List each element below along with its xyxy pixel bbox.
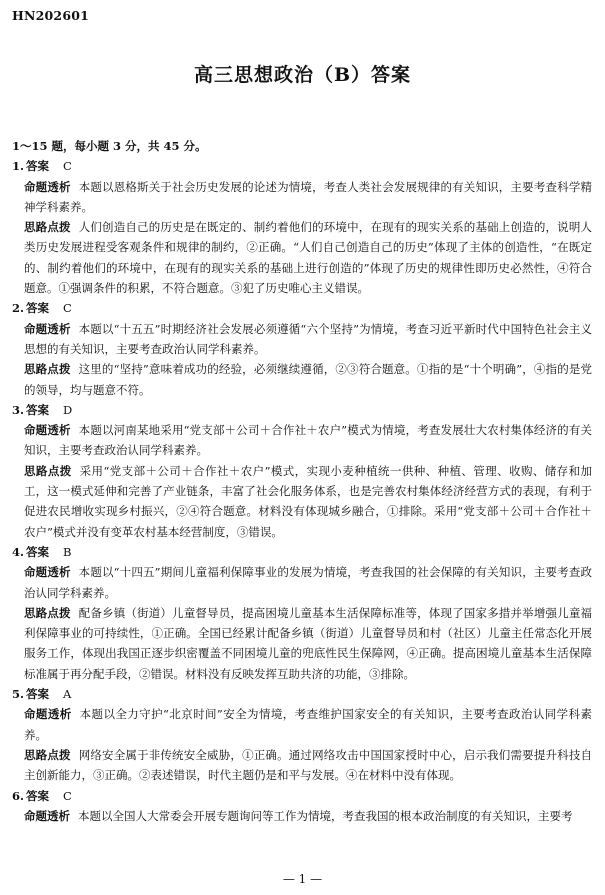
- hint-paragraph: [12, 603, 592, 684]
- answer-value: B: [63, 544, 72, 559]
- answer-label: 答案: [26, 402, 50, 417]
- exam-code: HN202601: [12, 8, 90, 23]
- hint-text: 人们创造自己的历史是在既定的、制约着他们的环境中，在现有的现实关系的基础上创造的，说明人类历史发展进程受客观条件和规律的制约，②正确。“人们自己创造自己的历史”体现了主体的创造性，“在既定的、制约着他们的环境中，在现有的现实关系的基础上进行创造的”体现了历史的规律性即历史必然性，④符合题意。①强调条件的积累，不符合题意。③犯了历史唯心主义错误。: [24, 220, 593, 296]
- analysis-label: 命题透析: [24, 321, 71, 336]
- analysis-text: 本题以全国人大常委会开展专题询问等工作为情境，考查我国的根本政治制度的有关知识，主要考: [78, 808, 573, 823]
- analysis-paragraph: [12, 562, 592, 603]
- hint-text: 网络安全属于非传统安全威胁，①正确。通过网络攻击中国国家授时中心，启示我们需要提升科技自主创新能力，③正确。②表述错误，时代主题仍是和平与发展。④在材料中没有体现。: [24, 747, 593, 783]
- analysis-paragraph: [12, 420, 592, 461]
- answer-line: [12, 298, 592, 318]
- answer-label: 答案: [26, 687, 50, 702]
- analysis-paragraph: [12, 704, 592, 745]
- hint-text: 采用“党支部＋公司＋合作社＋农户”模式，实现小麦种植统一供种、种植、管理、收购、储存和加工，这一模式延伸和完善了产业链条，丰富了社会化服务体系，也是完善农村集体经济经营方式的表现，有利于促进农民增收实现乡村振兴，②④符合题意。材料没有体现城乡融合，①排除。采用“党支部＋公司＋合作社＋农户”模式并没有变革农村基本经营制度，③错误。: [24, 463, 592, 539]
- answer-label: 答案: [26, 544, 50, 559]
- answer-label: 答案: [26, 301, 50, 316]
- analysis-paragraph: [12, 177, 592, 218]
- hint-text: 配备乡镇（街道）儿童督导员，提高困境儿童基本生活保障标准等，体现了国家多措并举增强儿童福利保障事业的可持续性，①正确。全国已经累计配备乡镇（街道）儿童督导员和村（社区）儿童主任常态化开展服务工作，体现出我国正逐步织密覆盖不同困境儿童的兜底性民生保障网，④正确。提高困境儿童基本生活保障标准属于再分配手段，②错误。材料没有反映发挥互助共济的功能，③排除。: [24, 605, 593, 681]
- analysis-text: 本题以“十五五”时期经济社会发展必须遵循“六个坚持”为情境，考查习近平新时代中国特色社会主义思想的有关知识，主要考查政治认同学科素养。: [24, 321, 593, 356]
- hint-paragraph: [12, 461, 592, 542]
- analysis-label: 命题透析: [24, 179, 71, 194]
- hint-text: 这里的“坚持”意味着成功的经验，必须继续遵循，②③符合题意。①指的是“十个明确”，④指的是党的领导，均与题意不符。: [24, 362, 593, 397]
- analysis-label: 命题透析: [24, 565, 71, 580]
- analysis-label: 命题透析: [24, 707, 72, 722]
- answer-line: [12, 542, 592, 562]
- analysis-text: 本题以全力守护“北京时间”安全为情境，考查维护国家安全的有关知识，主要考查政治认同学科素养。: [24, 707, 592, 742]
- answer-line: [12, 400, 592, 420]
- question-1: [12, 156, 592, 298]
- analysis-text: 本题以恩格斯关于社会历史发展的论述为情境，考查人类社会发展规律的有关知识，主要考查科学精神学科素养。: [24, 179, 593, 214]
- answer-line: [12, 156, 592, 176]
- question-number: 4.: [12, 544, 25, 559]
- answer-value: C: [63, 159, 72, 174]
- answer-content: [12, 136, 592, 826]
- answer-value: D: [63, 402, 73, 417]
- intro-line: 1～15 题，每小题 3 分，共 45 分。: [12, 139, 207, 153]
- hint-label: 思路点拨: [24, 463, 72, 478]
- analysis-label: 命题透析: [24, 808, 70, 823]
- analysis-paragraph: [12, 806, 592, 826]
- question-number: 2.: [12, 301, 25, 316]
- page-title: 高三思想政治（B）答案: [193, 64, 412, 86]
- hint-label: 思路点拨: [24, 362, 71, 377]
- page-number: — 1 —: [282, 872, 323, 886]
- analysis-text: 本题以“十四五”期间儿童福利保障事业的发展为情境，考查我国的社会保障的有关知识，主要考查政治认同学科素养。: [24, 565, 592, 600]
- hint-label: 思路点拨: [24, 747, 71, 762]
- hint-paragraph: [12, 359, 592, 400]
- analysis-text: 本题以河南某地采用“党支部＋公司＋合作社＋农户”模式为情境，考查发展壮大农村集体经济的有关知识，主要考查政治认同学科素养。: [24, 423, 592, 458]
- question-2: [12, 298, 592, 399]
- question-number: 5.: [12, 687, 25, 702]
- question-5: [12, 684, 592, 785]
- answer-value: C: [63, 788, 72, 803]
- answer-label: 答案: [26, 159, 50, 174]
- hint-label: 思路点拨: [24, 605, 71, 620]
- question-number: 6.: [12, 788, 25, 803]
- answer-value: C: [63, 301, 72, 316]
- hint-paragraph: [12, 217, 592, 298]
- hint-label: 思路点拨: [24, 220, 71, 235]
- answer-line: [12, 786, 592, 806]
- question-number: 1.: [12, 159, 25, 174]
- hint-paragraph: [12, 745, 592, 786]
- question-number: 3.: [12, 402, 25, 417]
- question-6: [12, 786, 592, 827]
- answer-label: 答案: [26, 788, 50, 803]
- analysis-label: 命题透析: [24, 423, 71, 438]
- answer-value: A: [63, 687, 72, 702]
- analysis-paragraph: [12, 319, 592, 360]
- question-4: [12, 542, 592, 684]
- question-3: [12, 400, 592, 542]
- answer-line: [12, 684, 592, 704]
